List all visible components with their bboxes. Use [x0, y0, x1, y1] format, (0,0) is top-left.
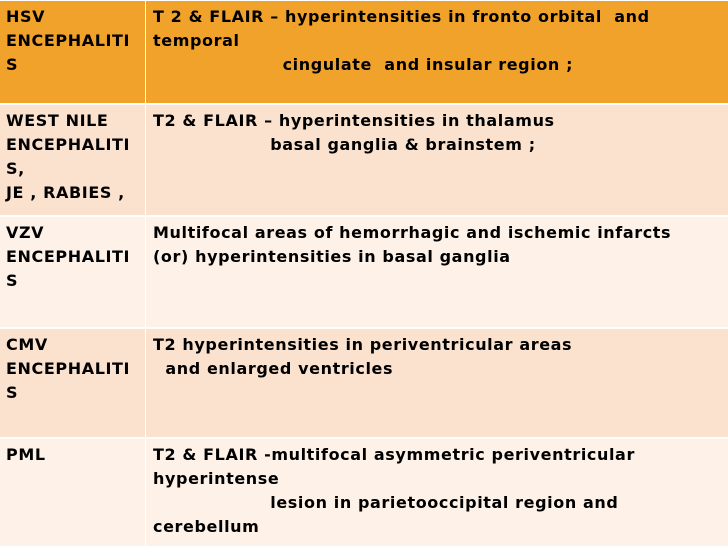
finding-text: T 2 & FLAIR – hyperintensities in fronto orbital and — [153, 7, 650, 26]
table-row-cmv — [0, 328, 728, 438]
disease-text: HSV — [6, 7, 46, 26]
disease-text: VZV — [6, 223, 45, 242]
table-row-hsv — [0, 0, 728, 104]
finding-cell — [147, 329, 728, 437]
disease-cell — [0, 439, 146, 546]
disease-text: ENCEPHALITI — [6, 135, 131, 154]
table-row-pml — [0, 438, 728, 546]
disease-cell — [0, 329, 146, 437]
finding-text: cingulate and insular region ; — [153, 55, 574, 74]
finding-cell — [147, 1, 728, 103]
disease-text: PML — [6, 445, 46, 464]
finding-text: lesion in parietooccipital region and — [153, 493, 619, 512]
disease-cell — [0, 217, 146, 327]
finding-text: T2 & FLAIR -multifocal asymmetric periventricular — [153, 445, 635, 464]
finding-text: T2 hyperintensities in periventricular areas — [153, 335, 573, 354]
disease-cell — [0, 105, 146, 215]
finding-cell — [147, 439, 728, 546]
finding-text: basal ganglia & brainstem ; — [153, 135, 536, 154]
disease-text: JE , RABIES , — [6, 183, 125, 202]
finding-text: (or) hyperintensities in basal ganglia — [153, 247, 511, 266]
finding-cell — [147, 217, 728, 327]
finding-text: cerebellum — [153, 517, 260, 536]
disease-text: S — [6, 55, 19, 74]
finding-text: T2 & FLAIR – hyperintensities in thalamus — [153, 111, 555, 130]
table-row-vzv — [0, 216, 728, 328]
disease-text: S, — [6, 159, 25, 178]
disease-text: ENCEPHALITI — [6, 31, 131, 50]
disease-text: ENCEPHALITI — [6, 359, 131, 378]
disease-text: S — [6, 271, 19, 290]
finding-text: and enlarged ventricles — [153, 359, 394, 378]
disease-text: WEST NILE — [6, 111, 109, 130]
disease-text: ENCEPHALITI — [6, 247, 131, 266]
disease-text: S — [6, 383, 19, 402]
finding-text: temporal — [153, 31, 240, 50]
disease-text: CMV — [6, 335, 48, 354]
finding-text: hyperintense — [153, 469, 280, 488]
finding-text: Multifocal areas of hemorrhagic and ischemic infarcts — [153, 223, 672, 242]
finding-cell — [147, 105, 728, 215]
table-row-west-nile — [0, 104, 728, 216]
disease-cell — [0, 1, 146, 103]
